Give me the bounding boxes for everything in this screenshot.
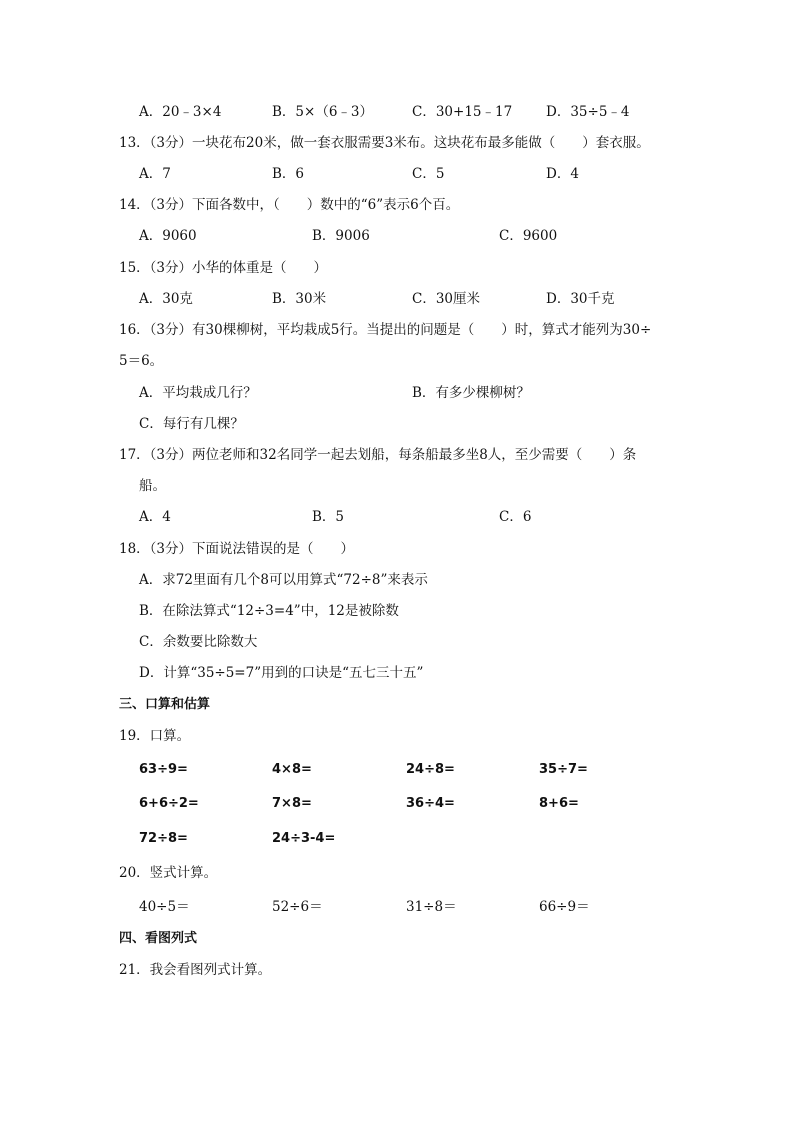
q19-stem: 19．口算。 xyxy=(119,728,191,744)
q21-stem: 21．我会看图列式计算。 xyxy=(119,962,272,978)
q13-option-d: D．4 xyxy=(546,166,579,182)
q12-option-d: D．35÷5﹣4 xyxy=(546,104,630,120)
q17-option-c: C．6 xyxy=(499,509,532,525)
q17-option-b: B．5 xyxy=(312,509,345,525)
q19-item-4: 35÷7= xyxy=(539,762,588,777)
q19-item-8: 8+6= xyxy=(539,796,579,811)
q20-item-4: 66÷9＝ xyxy=(539,899,590,915)
q15-option-b: B．30米 xyxy=(272,291,327,307)
q16-option-b: B．有多少棵柳树？ xyxy=(412,385,530,401)
q19-item-2: 4×8= xyxy=(272,762,312,777)
q14-option-c: C．9600 xyxy=(499,228,558,244)
q19-item-5: 6+6÷2= xyxy=(139,796,199,811)
q19-item-6: 7×8= xyxy=(272,796,312,811)
q12-option-b: B．5×（6﹣3） xyxy=(272,104,373,120)
q17-option-a: A．4 xyxy=(139,509,171,525)
q18-option-c: C．余数要比除数大 xyxy=(139,634,258,650)
q19-item-10: 24÷3-4= xyxy=(272,831,336,846)
q13-option-b: B．6 xyxy=(272,166,305,182)
section-4-heading: 四、看图列式 xyxy=(119,931,198,946)
q20-item-3: 31÷8＝ xyxy=(406,899,457,915)
q16-option-c: C．每行有几棵？ xyxy=(139,416,244,432)
q12-option-a: A．20﹣3×4 xyxy=(139,104,222,120)
q16-stem-line1: 16．（3分）有30棵柳树，平均栽成5行。当提出的问题是（ ）时，算式才能列为30÷ xyxy=(119,322,652,338)
q14-option-b: B．9006 xyxy=(312,228,370,244)
q17-stem-line2: 船。 xyxy=(139,478,166,494)
section-3-heading: 三、口算和估算 xyxy=(119,697,211,712)
q13-option-c: C．5 xyxy=(412,166,445,182)
q15-stem: 15．（3分）小华的体重是（ ） xyxy=(119,260,328,276)
q18-option-a: A．求72里面有几个8可以用算式“72÷8”来表示 xyxy=(139,572,428,588)
q20-stem: 20．竖式计算。 xyxy=(119,865,218,881)
q15-option-c: C．30厘米 xyxy=(412,291,481,307)
q13-stem: 13．（3分）一块花布20米，做一套衣服需要3米布。这块花布最多能做（ ）套衣服。 xyxy=(119,135,650,151)
q19-item-7: 36÷4= xyxy=(406,796,455,811)
q16-option-a: A．平均栽成几行？ xyxy=(139,385,257,401)
q19-item-1: 63÷9= xyxy=(139,762,188,777)
q14-stem: 14．（3分）下面各数中，（ ）数中的“6”表示6个百。 xyxy=(119,197,460,213)
q12-option-c: C．30+15﹣17 xyxy=(412,104,513,120)
q16-stem-line2: 5＝6。 xyxy=(119,353,164,369)
q18-option-b: B．在除法算式“12÷3=4”中，12是被除数 xyxy=(139,603,399,619)
q15-option-d: D．30千克 xyxy=(546,291,615,307)
q14-option-a: A．9060 xyxy=(139,228,197,244)
q20-item-2: 52÷6＝ xyxy=(272,899,323,915)
q18-option-d: D．计算“35÷5=7”用到的口诀是“五七三十五” xyxy=(139,665,424,681)
q17-stem-line1: 17．（3分）两位老师和32名同学一起去划船，每条船最多坐8人，至少需要（ ）条 xyxy=(119,447,637,463)
q18-stem: 18．（3分）下面说法错误的是（ ） xyxy=(119,541,355,557)
q15-option-a: A．30克 xyxy=(139,291,193,307)
q20-item-1: 40÷5＝ xyxy=(139,899,190,915)
q19-item-9: 72÷8= xyxy=(139,831,188,846)
q13-option-a: A．7 xyxy=(139,166,171,182)
q19-item-3: 24÷8= xyxy=(406,762,455,777)
